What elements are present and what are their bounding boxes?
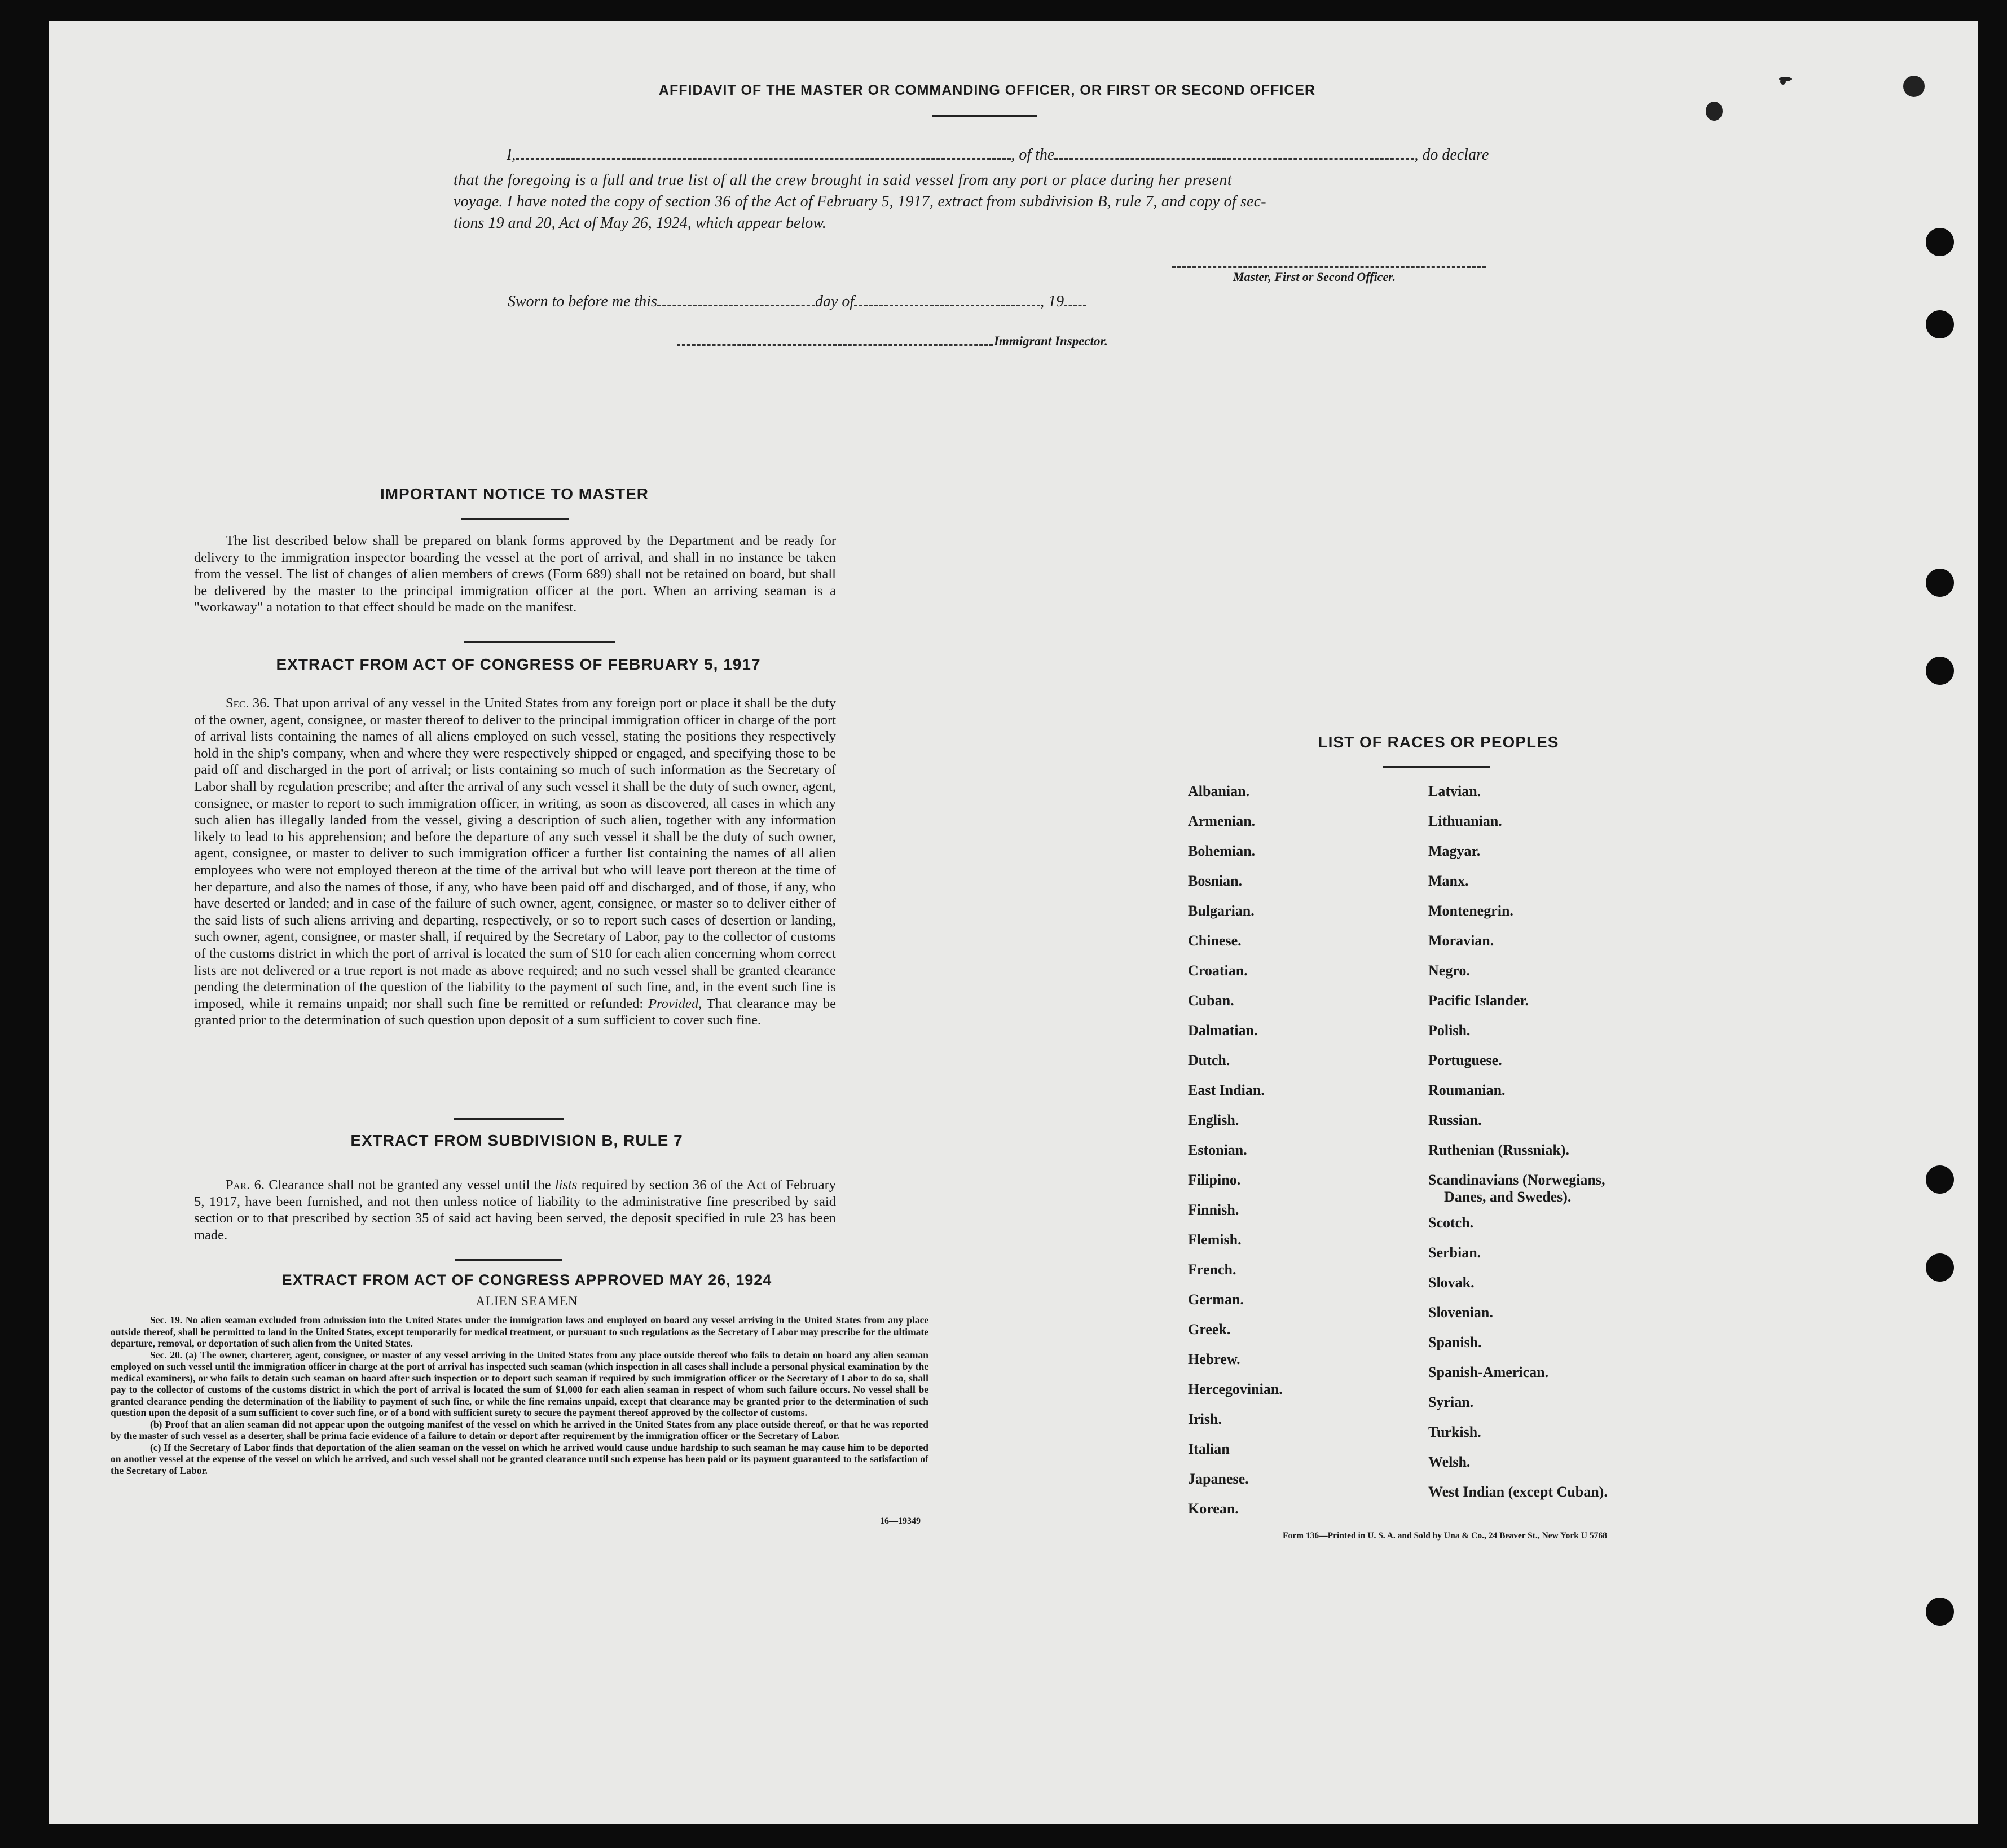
- vessel-blank[interactable]: [1054, 143, 1414, 160]
- race-item: Polish.: [1428, 1022, 1471, 1039]
- binder-hole: [1926, 657, 1954, 685]
- race-item: Chinese.: [1188, 932, 1242, 949]
- race-item: Montenegrin.: [1428, 903, 1513, 919]
- race-item: Croatian.: [1188, 962, 1248, 979]
- binder-hole: [1926, 569, 1954, 597]
- race-item: Estonian.: [1188, 1142, 1247, 1158]
- declaration-line-1: that the foregoing is a full and true list of all the crew brought in said vessel from any port or place during her present: [454, 171, 1233, 189]
- race-item: Spanish-American.: [1428, 1364, 1549, 1380]
- race-item: Lithuanian.: [1428, 813, 1502, 829]
- master-signature-line[interactable]: [1172, 254, 1486, 268]
- speck: [1779, 77, 1792, 81]
- race-item: Roumanian.: [1428, 1082, 1506, 1098]
- race-item: Slovak.: [1428, 1274, 1475, 1291]
- sec-20a: Sec. 20. (a) The owner, charterer, agent, consignee, or master of any vessel arriving in the United States from any place outside thereof who fails to detain on board any alien seaman employed on such vessel until the immigration officer in charge at the port of arrival has inspected such seaman (which inspection in all cases shall include a personal physical examination by the medical examiners), or who fails to detain such seaman on board after such inspection or to deport such seaman if required by such immigration officer or the Secretary of Labor to do so, shall pay to the collector of customs of the customs district in which the port of arrival is located the sum of $1,000 for each alien seaman in respect of whom such failure occurs. No vessel shall be granted clearance pending the determination of the liability to payment of such fine, or while the fine remains unpaid, except that clearance may be granted prior to the determination of such question upon the deposit of a sum sufficient to cover such fine, or of a bond with sufficient surety to secure the payment thereof approved by the collector of customs.: [111, 1349, 928, 1418]
- form-footer: Form 136—Printed in U. S. A. and Sold by Una & Co., 24 Beaver St., New York U 5768: [1283, 1531, 1607, 1541]
- sec-20b: (b) Proof that an alien seaman did not appear upon the outgoing manifest of the vessel on which he arrived in the United States from any place outside thereof, or that he was reported by the master of such vessel as a deserter, shall be prima facie evidence of a failure to detain or deport after requirement by the immigration officer or the Secretary of Labor.: [111, 1418, 928, 1441]
- race-item: Manx.: [1428, 873, 1469, 889]
- race-item: Portuguese.: [1428, 1052, 1502, 1068]
- race-item: English.: [1188, 1112, 1239, 1128]
- race-item: Japanese.: [1188, 1471, 1249, 1487]
- year-label: , 19: [1040, 293, 1064, 310]
- binder-hole: [1926, 1598, 1954, 1626]
- rule7-title: EXTRACT FROM SUBDIVISION B, RULE 7: [350, 1132, 683, 1149]
- race-item: Danes, and Swedes).: [1444, 1189, 1572, 1205]
- race-item: Hebrew.: [1188, 1351, 1240, 1367]
- day-blank[interactable]: [657, 290, 815, 306]
- speck: [1903, 76, 1925, 97]
- notice-rule: [461, 518, 569, 520]
- race-item: Negro.: [1428, 962, 1470, 979]
- extract-1917-body: Sec. 36. That upon arrival of any vessel in the United States from any foreign port or place it shall be the duty of the owner, agent, consignee, or master thereof to deliver to the principal immigration officer in charge of the port of arrival lists containing the names of all aliens employed on such vessel, stating the positions they respectively hold in the ship's company, when and where they were respectively shipped or engaged, and specifying those to be paid off and discharged in the port of arrival; or lists containing so much of such information as the Secretary of Labor shall by regulation prescribe; and after the arrival of any such vessel it shall be the duty of such owner, agent, consignee, or master to report to such immigration officer, in writing, as soon as discovered, all cases in which any such alien has illegally landed from the vessel, giving a description of such alien, together with any information likely to lead to his apprehension; and before the departure of any such vessel it shall be the duty of such owner, agent, consignee, or master to deliver to such immigration officer a further list containing the names of all alien employees who were not employed thereon at the time of the arrival but who will leave port thereon at the time of her departure, and also the names of those, if any, who have been paid off and discharged, and of those, if any, who have deserted or landed; and in case of the failure of such owner, agent, consignee, or master so to deliver either of the said lists of such aliens arriving and departing, respectively, or so to report such cases of desertion or landing, such owner, agent, consignee, or master shall, if required by the Secretary of Labor, pay to the collector of customs of the customs district in which the port of arrival is located the sum of $10 for each alien concerning whom correct lists are not delivered or a true report is not made as above required; and no such vessel shall be granted clearance pending the determination of the question of the liability to the payment of such fine, and, in the event such fine is imposed, while it remains unpaid; nor shall such fine be remitted or refunded: Provided, That clearance may be granted prior to the determination of such question upon deposit of a sum sufficient to cover such fine.: [194, 696, 837, 1028]
- race-item: Moravian.: [1428, 932, 1494, 949]
- race-item: Korean.: [1188, 1501, 1239, 1517]
- notice-body: The list described below shall be prepared on blank forms approved by the Department and be ready for delivery to the immigration inspector boarding the vessel at the port of arrival, and shall in no instance be taken from the vessel. The list of changes of alien members of crews (Form 689) shall not be retained on board, but shall be delivered by the master to the principal immigration officer at the port. When an arriving seaman is a "workaway" a notation to that effect should be made on the manifest.: [194, 533, 836, 615]
- race-item: French.: [1188, 1261, 1236, 1278]
- decl-i: I,: [507, 146, 516, 164]
- race-item: Greek.: [1188, 1321, 1231, 1337]
- inspector-label: Immigrant Inspector.: [994, 334, 1108, 348]
- rule7-end-rule: [455, 1259, 562, 1261]
- declaration-line: [507, 143, 1522, 164]
- speck: [1706, 102, 1723, 121]
- races-right-column: [1428, 783, 1688, 1513]
- race-item: Cuban.: [1188, 992, 1234, 1009]
- race-item: Armenian.: [1188, 813, 1256, 829]
- race-item: Welsh.: [1428, 1454, 1471, 1470]
- year-blank[interactable]: [1064, 290, 1086, 306]
- day-of-label: day of: [815, 293, 855, 310]
- binder-hole: [1926, 310, 1954, 338]
- race-item: Bulgarian.: [1188, 903, 1255, 919]
- race-item: Hercegovinian.: [1188, 1381, 1283, 1397]
- form-code: 16—19349: [880, 1516, 921, 1526]
- race-item: Albanian.: [1188, 783, 1250, 799]
- race-item: Irish.: [1188, 1411, 1222, 1427]
- race-item: Dutch.: [1188, 1052, 1230, 1068]
- master-signature-label: Master, First or Second Officer.: [1233, 270, 1396, 284]
- sec-19: Sec. 19. No alien seaman excluded from admission into the United States under the immigration laws and employed on board any vessel arriving in the United States from any place outside thereof, shall be permitted to land in the United States, except temporarily for medical treatment, or pursuant to such regulations as the Secretary of Labor may prescribe for the ultimate departure, removal, or deportation of such alien from the United States.: [111, 1314, 928, 1349]
- binder-hole: [1926, 1165, 1954, 1194]
- race-item: Serbian.: [1428, 1244, 1481, 1261]
- affidavit-title: AFFIDAVIT OF THE MASTER OR COMMANDING OFFICER, OR FIRST OR SECOND OFFICER: [658, 82, 1316, 98]
- extract-1924-title: EXTRACT FROM ACT OF CONGRESS APPROVED MAY 26, 1924: [281, 1271, 772, 1288]
- race-item: German.: [1188, 1291, 1244, 1308]
- notice-end-rule: [464, 641, 615, 643]
- sec-36-label: Sec. 36.: [226, 696, 270, 711]
- title-rule: [932, 115, 1037, 117]
- race-item: West Indian (except Cuban).: [1428, 1484, 1608, 1500]
- month-blank[interactable]: [854, 290, 1040, 306]
- extract-1924-body: [111, 1314, 928, 1476]
- rule7-body: Par. 6. Clearance shall not be granted any vessel until the lists required by section 36 of the Act of February 5, 1917, have been furnished, and not then unless notice of liability to the administrative fine prescribed by said section or to that prescribed by section 35 of said act having been served, the deposit specified in rule 23 has been made.: [194, 1177, 836, 1243]
- race-item: Syrian.: [1428, 1394, 1474, 1410]
- binder-hole: [1926, 228, 1954, 256]
- extract-1924-subtitle: ALIEN SEAMEN: [476, 1294, 578, 1308]
- extract-1917-title: EXTRACT FROM ACT OF CONGRESS OF FEBRUARY 5, 1917: [276, 655, 761, 673]
- races-title: LIST OF RACES OR PEOPLES: [1318, 733, 1559, 751]
- extract-1917-end-rule: [454, 1118, 564, 1120]
- binder-hole: [1926, 1253, 1954, 1282]
- declaration-line-2: voyage. I have noted the copy of section 36 of the Act of February 5, 1917, extract from subdivision B, rule 7, and copy of sec-: [454, 193, 1266, 210]
- sworn-line: [508, 290, 1086, 311]
- par-6-label: Par. 6.: [226, 1177, 265, 1193]
- race-item: East Indian.: [1188, 1082, 1265, 1098]
- inspector-signature-line[interactable]: [677, 332, 993, 346]
- race-item: Dalmatian.: [1188, 1022, 1258, 1039]
- race-item: Bosnian.: [1188, 873, 1243, 889]
- race-item: Latvian.: [1428, 783, 1481, 799]
- race-item: Italian: [1188, 1441, 1230, 1457]
- name-blank[interactable]: [516, 143, 1011, 160]
- race-item: Scandinavians (Norwegians,: [1428, 1172, 1605, 1188]
- race-item: Filipino.: [1188, 1172, 1241, 1188]
- races-left-column: [1188, 783, 1414, 1530]
- race-item: Russian.: [1428, 1112, 1482, 1128]
- race-item: Slovenian.: [1428, 1304, 1493, 1321]
- decl-do-declare: , do declare: [1414, 146, 1489, 164]
- race-item: Pacific Islander.: [1428, 992, 1529, 1009]
- race-item: Scotch.: [1428, 1215, 1474, 1231]
- sec-20c: (c) If the Secretary of Labor finds that deportation of the alien seaman on the vessel on which he arrived would cause undue hardship to such seaman he may cause him to be deported on another vessel at the expense of the vessel on which he arrived, and such vessel shall not be granted clearance until such expense has been paid or its payment guaranteed to the satisfaction of the Secretary of Labor.: [111, 1441, 928, 1476]
- race-item: Turkish.: [1428, 1424, 1481, 1440]
- race-item: Ruthenian (Russniak).: [1428, 1142, 1569, 1158]
- race-item: Flemish.: [1188, 1231, 1242, 1248]
- sworn-label: Sworn to before me this: [508, 293, 657, 310]
- race-item: Magyar.: [1428, 843, 1481, 859]
- races-rule: [1383, 766, 1490, 768]
- race-item: Bohemian.: [1188, 843, 1256, 859]
- race-item: Spanish.: [1428, 1334, 1482, 1350]
- decl-of-the: , of the: [1011, 146, 1055, 164]
- race-item: Finnish.: [1188, 1202, 1239, 1218]
- notice-title: IMPORTANT NOTICE TO MASTER: [380, 485, 649, 503]
- declaration-line-3: tions 19 and 20, Act of May 26, 1924, which appear below.: [454, 214, 826, 232]
